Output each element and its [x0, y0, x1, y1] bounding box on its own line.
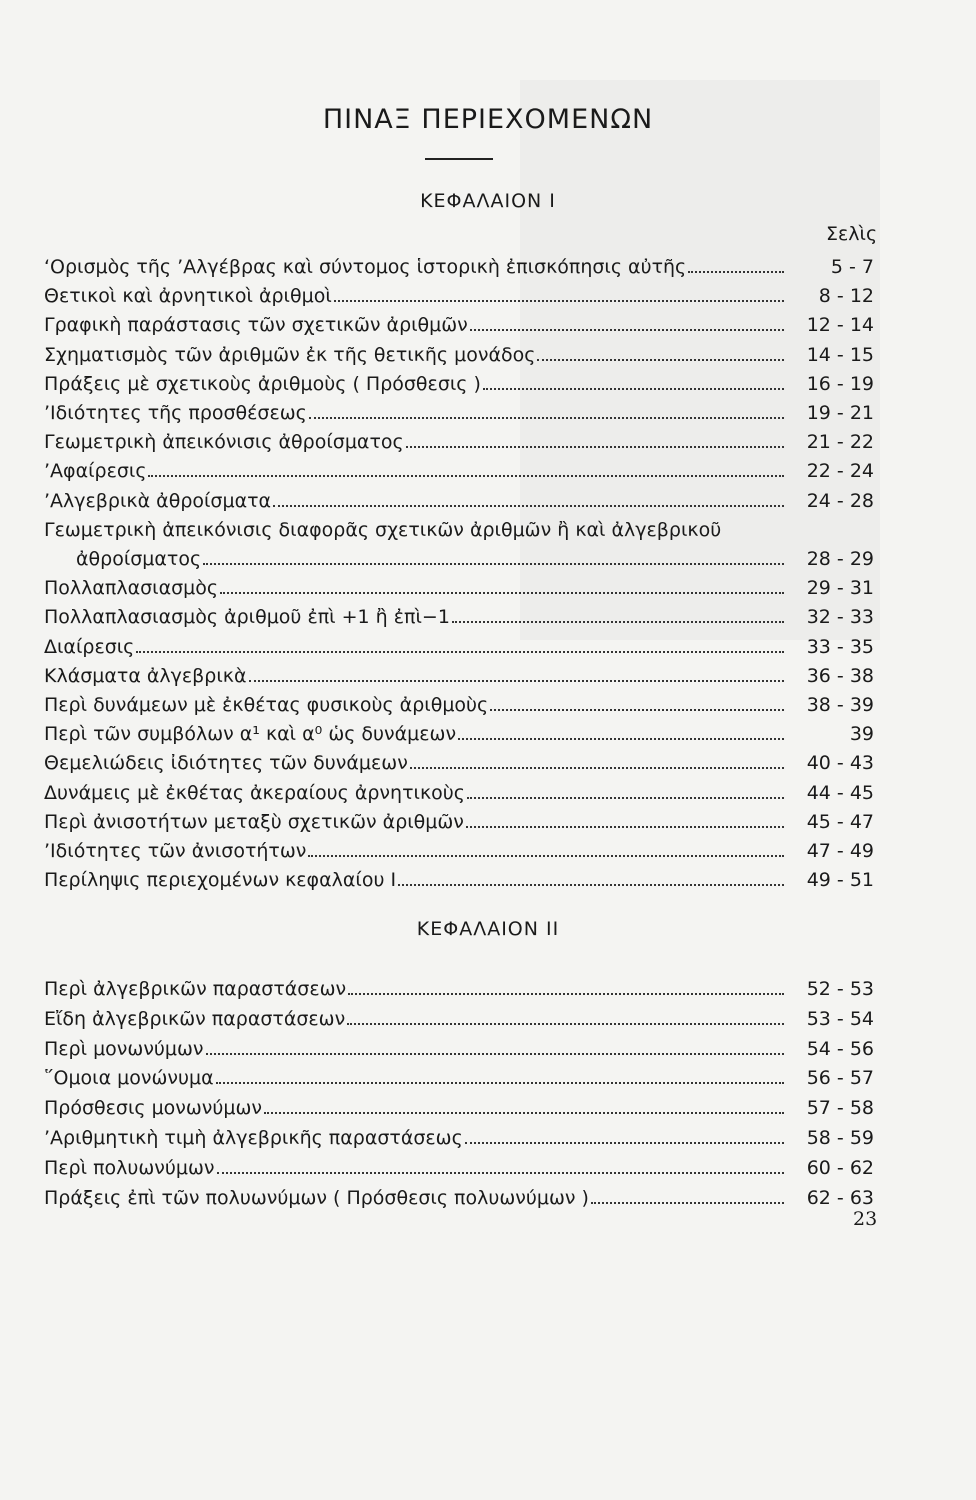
toc-entry-pages: 58 - 59 — [806, 1127, 874, 1149]
toc-entry — [44, 1181, 874, 1209]
toc-entry — [44, 338, 874, 366]
toc-entry — [44, 571, 874, 599]
pages-column-header: Σελὶς — [826, 223, 878, 245]
toc-entry — [44, 513, 874, 541]
toc-entry — [44, 454, 874, 482]
dot-leader — [465, 1140, 784, 1144]
toc-entry — [44, 250, 874, 278]
dot-leader — [688, 269, 784, 273]
toc-entry-title: ῞Ομοια μονώνυμα — [44, 1067, 214, 1090]
toc-entry-title: Πράξεις ἐπὶ τῶν πολυωνύμων ( Πρόσθεσις πολυωνύμων ) — [44, 1186, 589, 1209]
dot-leader — [467, 795, 784, 799]
dot-leader — [410, 765, 784, 769]
toc-entry-title: Κλάσματα ἀλγεβρικὰ — [44, 664, 247, 687]
dot-leader — [273, 503, 784, 507]
toc-entry-title: Διαίρεσις — [44, 635, 135, 658]
dot-leader — [406, 444, 784, 448]
toc-entry-title: Περὶ δυνάμεων μὲ ἐκθέτας φυσικοὺς ἀριθμοὺς — [44, 694, 489, 716]
toc-entry — [44, 1091, 874, 1119]
toc-entry-pages: 28 - 29 — [806, 548, 874, 570]
toc-entry-title: ’Αφαίρεσις — [44, 460, 147, 483]
toc-entry-title: Γεωμετρικὴ ἀπεικόνισις ἀθροίσματος — [44, 431, 404, 454]
toc-entry — [44, 746, 874, 774]
toc-entry-title: Περὶ ἀλγεβρικῶν παραστάσεων — [44, 978, 347, 1000]
toc-entry-pages: 12 - 14 — [806, 314, 874, 337]
toc-entry-title: Θετικοὶ καὶ ἀρνητικοὶ ἀριθμοὶ — [44, 285, 332, 308]
toc-entry-pages: 56 - 57 — [806, 1067, 874, 1090]
toc-entry-pages: 33 - 35 — [806, 635, 874, 658]
toc-entry — [44, 630, 874, 658]
toc-entry-pages: 53 - 54 — [806, 1007, 874, 1030]
dot-leader — [136, 649, 784, 653]
toc-entry-pages: 16 - 19 — [806, 372, 874, 395]
toc-entry-title: Πράξεις μὲ σχετικοὺς ἀριθμοὺς ( Πρόσθεσις ) — [44, 372, 481, 395]
dot-leader — [537, 357, 784, 361]
toc-entry-title: Περὶ πολυωνύμων — [44, 1156, 215, 1179]
toc-entry — [44, 1032, 874, 1060]
dot-leader — [470, 327, 784, 331]
toc-entry — [44, 805, 874, 833]
dot-leader — [483, 386, 784, 390]
toc-entry — [44, 776, 874, 804]
toc-entry — [44, 1121, 874, 1149]
toc-entry-title: Περὶ μονωνύμων — [44, 1037, 204, 1060]
toc-entry — [44, 425, 874, 453]
toc-entry — [44, 279, 874, 307]
toc-entry-pages: 49 - 51 — [806, 869, 874, 892]
dot-leader — [249, 678, 784, 682]
toc-entry-pages: 14 - 15 — [806, 343, 874, 366]
toc-entry-pages: 29 - 31 — [806, 577, 874, 600]
dot-leader — [398, 882, 784, 886]
toc-entry-title: Γεωμετρικὴ ἀπεικόνισις διαφορᾶς σχετικῶν ἀριθμῶν ἢ καὶ ἀλγεβρικοῦ — [44, 518, 722, 541]
dot-leader — [217, 1170, 784, 1174]
toc-entry-title: Γραφικὴ παράστασις τῶν σχετικῶν ἀριθμῶν — [44, 314, 468, 337]
toc-entry — [44, 542, 874, 570]
page-number: 23 — [853, 1208, 878, 1230]
toc-entry — [44, 396, 874, 424]
dot-leader — [216, 1080, 784, 1084]
toc-entry-pages: 44 - 45 — [806, 781, 874, 804]
toc-entry-pages: 22 - 24 — [806, 460, 874, 483]
toc-entry-pages: 21 - 22 — [806, 431, 874, 454]
toc-entry-pages: 54 - 56 — [806, 1037, 874, 1060]
dot-leader — [308, 853, 784, 857]
toc-entry-title: ἀθροίσματος — [76, 548, 202, 570]
toc-entry — [44, 600, 874, 628]
toc-entry — [44, 834, 874, 862]
dot-leader — [206, 1051, 784, 1055]
title-divider — [425, 158, 493, 160]
toc-entry-title: Εἴδη ἀλγεβρικῶν παραστάσεων — [44, 1007, 346, 1030]
toc-entry-pages: 40 - 43 — [806, 752, 874, 775]
toc-entry — [44, 1151, 874, 1179]
toc-entry — [44, 1061, 874, 1089]
dot-leader — [347, 1021, 784, 1025]
toc-entry — [44, 308, 874, 336]
toc-entry-title: ‘Ορισμὸς τῆς ’Αλγέβρας καὶ σύντομος ἱστορικὴ ἐπισκόπησις αὐτῆς — [44, 256, 687, 278]
dot-leader — [220, 590, 784, 594]
dot-leader — [591, 1200, 784, 1204]
toc-entry — [44, 688, 874, 716]
toc-entry — [44, 717, 874, 745]
toc-entry-pages: 57 - 58 — [806, 1097, 874, 1120]
dot-leader — [490, 707, 784, 711]
toc-entry-pages: 45 - 47 — [806, 810, 874, 833]
dot-leader — [348, 991, 784, 995]
toc-entry-title: ’Αλγεβρικὰ ἀθροίσματα — [44, 489, 272, 512]
toc-entry-title: Περὶ τῶν συμβόλων α¹ καὶ α⁰ ὡς δυνάμεων — [44, 723, 457, 746]
toc-entry-title: Πρόσθεσις μονωνύμων — [44, 1097, 263, 1120]
toc-entry-title: ’Ιδιότητες τῶν ἀνισοτήτων — [44, 840, 307, 862]
dot-leader — [203, 561, 784, 565]
toc-entry-title: ’Ιδιότητες τῆς προσθέσεως — [44, 402, 307, 424]
toc-entry-title: ’Αριθμητικὴ τιμὴ ἀλγεβρικῆς παραστάσεως — [44, 1127, 463, 1149]
dot-leader — [458, 736, 784, 740]
toc-entry-pages: 60 - 62 — [806, 1156, 874, 1179]
toc-entry-pages: 24 - 28 — [806, 489, 874, 512]
chapter-2-heading: ΚΕΦΑΛΑΙΟΝ II — [416, 918, 560, 940]
toc-entry-pages: 38 - 39 — [806, 694, 874, 716]
toc-entry — [44, 863, 874, 891]
toc-entry — [44, 484, 874, 512]
dot-leader — [148, 473, 784, 477]
toc-entry-title: Πολλαπλασιασμὸς ἀριθμοῦ ἐπὶ +1 ἢ ἐπὶ−1 — [44, 606, 450, 629]
toc-entry-pages: 32 - 33 — [806, 606, 874, 629]
toc-entry-pages: 47 - 49 — [806, 840, 874, 862]
dot-leader — [309, 415, 784, 419]
chapter-1-heading: ΚΕΦΑΛΑΙΟΝ I — [420, 190, 556, 212]
toc-entry-pages: 5 - 7 — [830, 256, 874, 278]
dot-leader — [466, 824, 784, 828]
toc-entry-title: Σχηματισμὸς τῶν ἀριθμῶν ἐκ τῆς θετικῆς μονάδος — [44, 343, 536, 366]
toc-entry-pages: 19 - 21 — [806, 402, 874, 424]
toc-entry-pages: 36 - 38 — [806, 664, 874, 687]
dot-leader — [264, 1110, 784, 1114]
toc-entry — [44, 659, 874, 687]
toc-entry-pages: 52 - 53 — [806, 978, 874, 1000]
toc-entry-title: Περίληψις περιεχομένων κεφαλαίου I — [44, 869, 397, 892]
toc-entry-pages: 8 - 12 — [818, 285, 874, 308]
toc-entry-title: Πολλαπλασιασμὸς — [44, 577, 219, 600]
toc-entry-title: Περὶ ἀνισοτήτων μεταξὺ σχετικῶν ἀριθμῶν — [44, 810, 464, 833]
toc-entry — [44, 367, 874, 395]
toc-entry-pages: 39 — [849, 723, 874, 746]
toc-entry — [44, 972, 874, 1000]
dot-leader — [452, 619, 784, 623]
toc-entry-title: Δυνάμεις μὲ ἐκθέτας ἀκεραίους ἀρνητικοὺς — [44, 781, 465, 804]
toc-entry-pages: 62 - 63 — [806, 1186, 874, 1209]
dot-leader — [334, 298, 784, 302]
page-title: ΠΙΝΑΞ ΠΕΡΙΕΧΟΜΕΝΩΝ — [322, 104, 654, 135]
toc-entry — [44, 1002, 874, 1030]
toc-entry-title: Θεμελιώδεις ἰδιότητες τῶν δυνάμεων — [44, 752, 408, 775]
